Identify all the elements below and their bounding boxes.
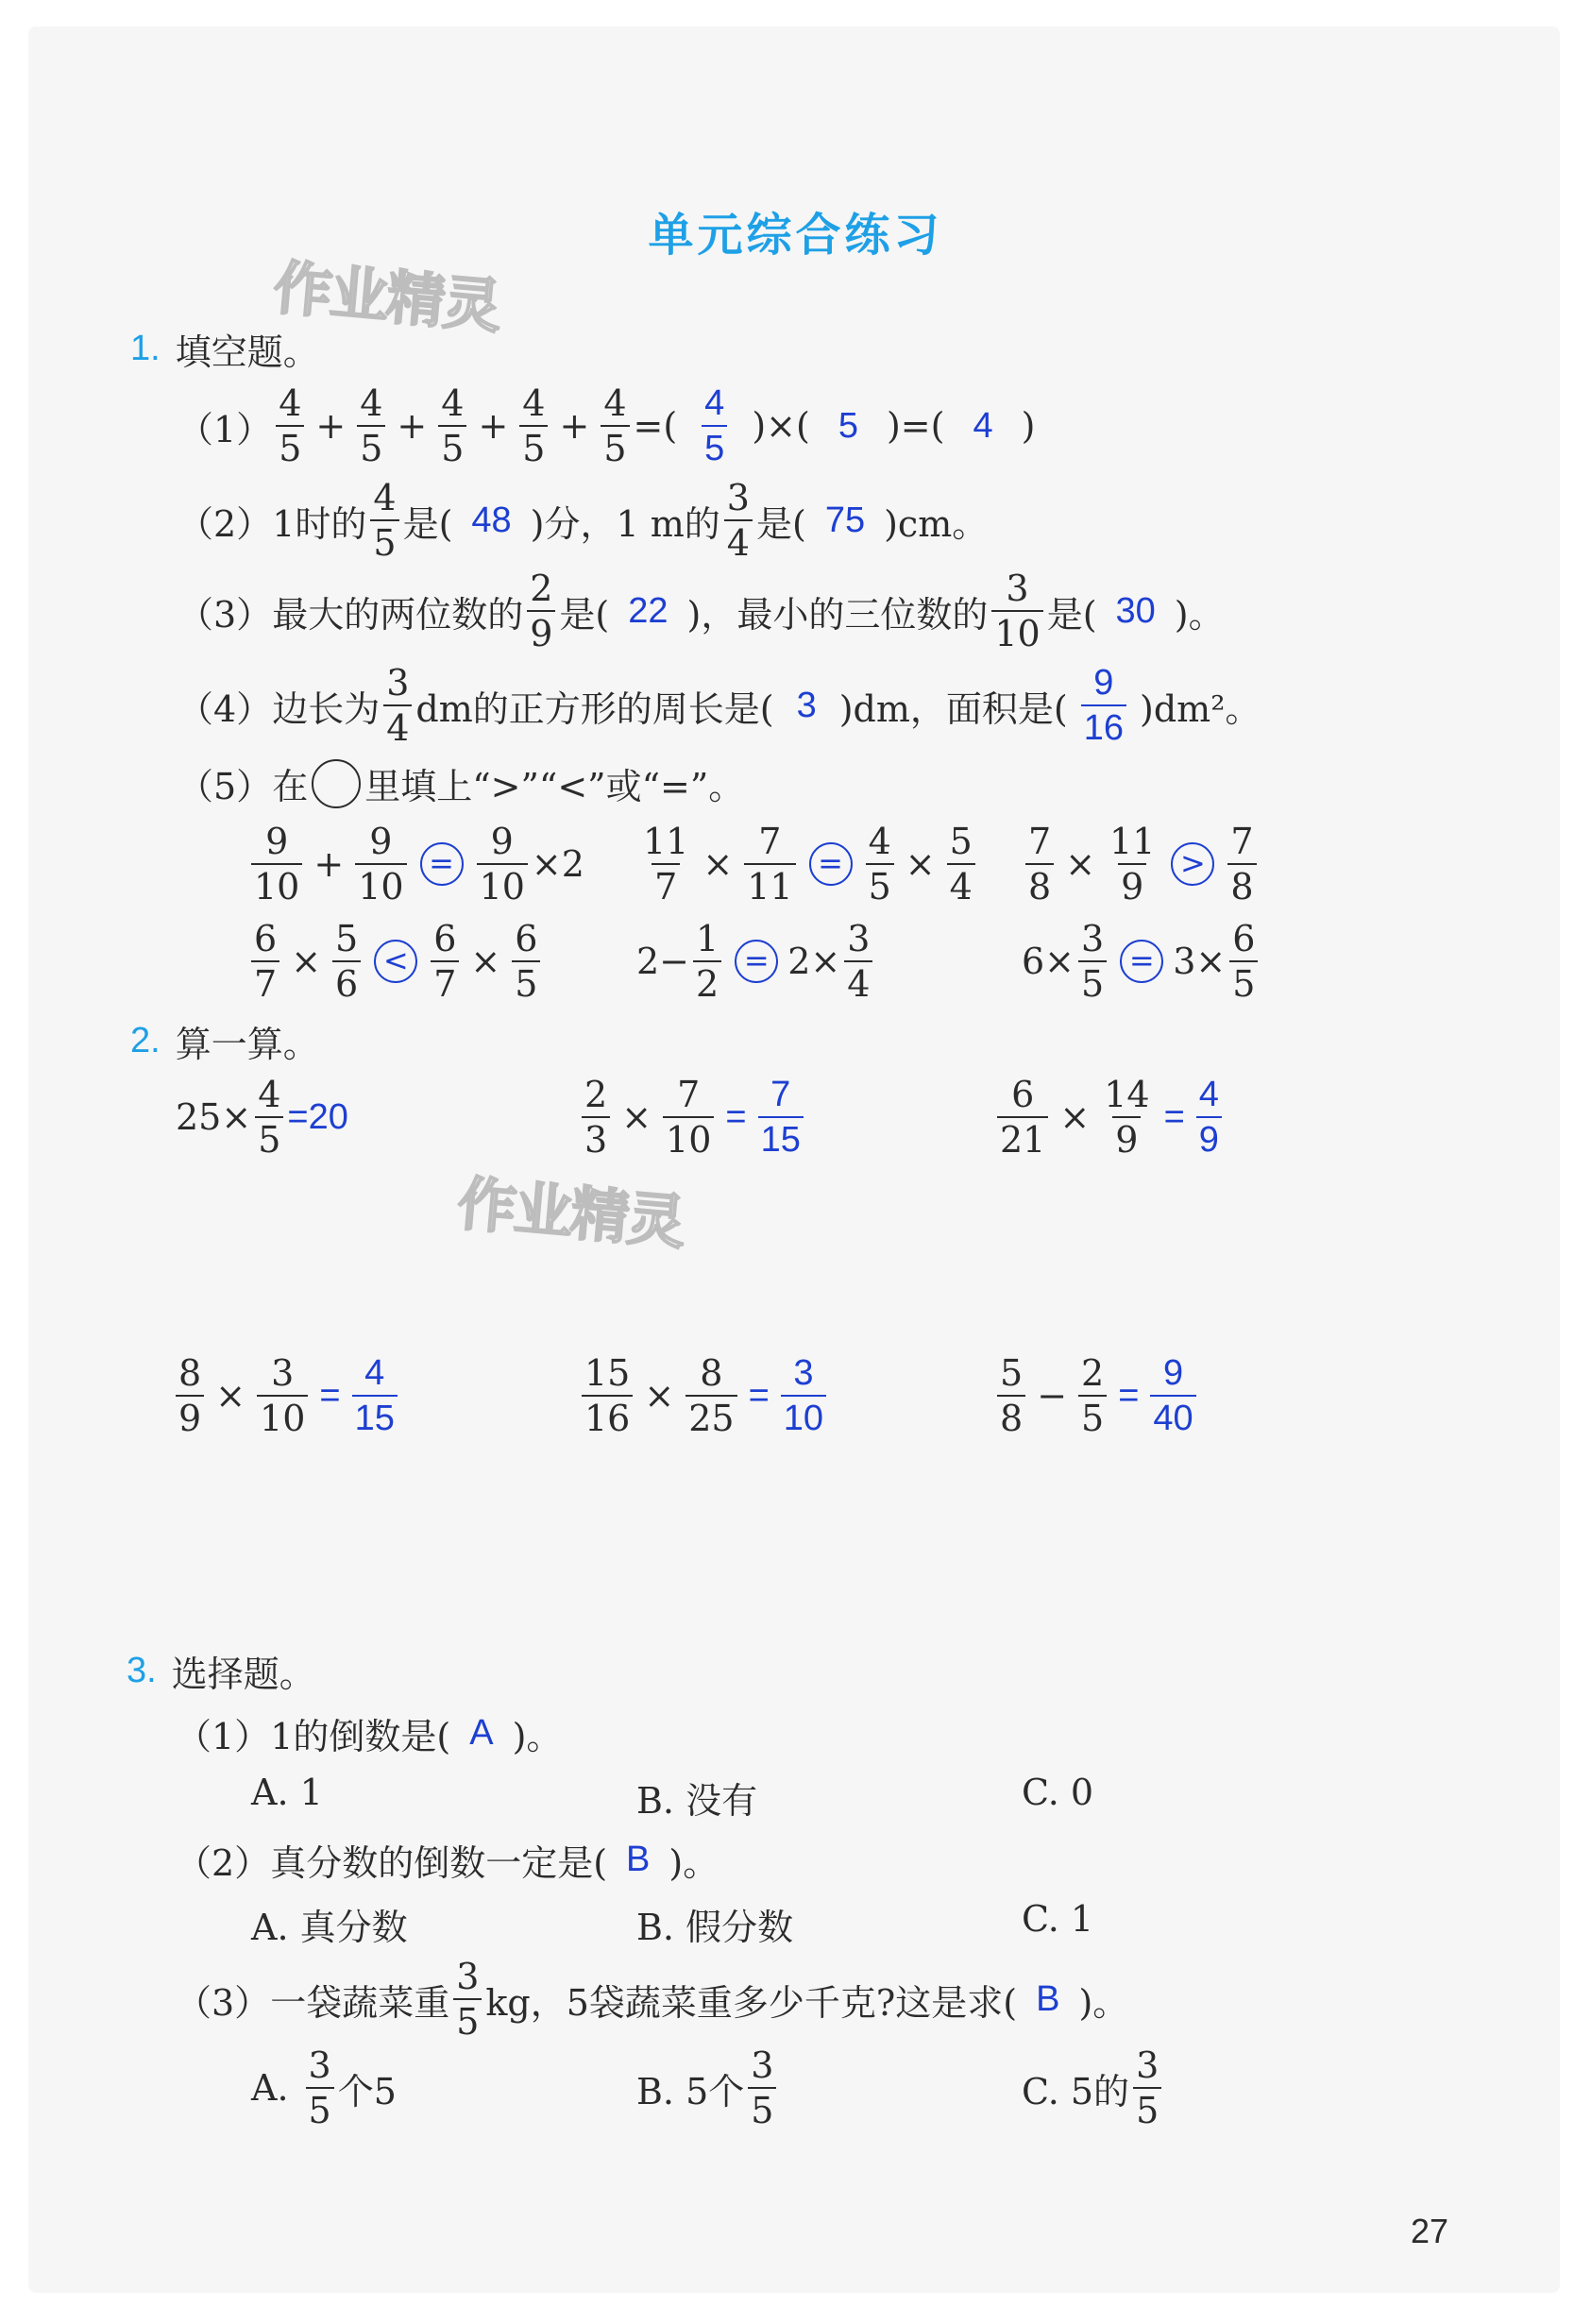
fraction: $\frac{9}{10}$	[251, 823, 302, 905]
text: 是(	[755, 502, 806, 545]
fraction: $\frac{3}{4}$	[383, 665, 412, 746]
fraction: $\frac{11}{9}$	[1109, 821, 1156, 908]
page-number: 27	[1411, 2212, 1449, 2250]
question-3-3	[176, 1956, 1129, 2043]
text: 是(	[1046, 593, 1097, 636]
text: 2×	[787, 941, 841, 982]
calc-item-1	[176, 1074, 348, 1161]
answer-fraction: $\frac{9}{16}$	[1081, 665, 1126, 746]
circle-icon	[312, 759, 361, 808]
text: 2−	[636, 941, 690, 982]
watermark: 作业精灵	[454, 1168, 687, 1258]
question-label: （5）	[178, 766, 273, 807]
option-a: A. 1	[251, 1772, 323, 1813]
text: 真分数的倒数一定是(	[270, 1842, 608, 1884]
operator: ×	[1065, 843, 1096, 885]
answer: 22	[628, 590, 669, 631]
fraction: $\frac{8}{25}$	[685, 1355, 736, 1436]
question-label: （4）	[178, 687, 273, 730]
fraction: $\frac{11}{7}$	[643, 821, 689, 908]
watermark: 作业精灵	[270, 252, 503, 342]
answer-fraction: $\frac{4}{15}$	[352, 1355, 398, 1436]
fraction: $\frac{3}{10}$	[257, 1355, 308, 1436]
answer: =20	[287, 1096, 348, 1137]
calc-item-6	[993, 1352, 1200, 1439]
text: )=(	[886, 405, 945, 447]
text: )。	[1078, 1981, 1129, 2024]
text: C. 5的	[1022, 2070, 1130, 2112]
page-title: 单元综合练习	[648, 209, 943, 262]
section-title: 算一算。	[175, 1024, 319, 1065]
text: 6×	[1022, 941, 1075, 982]
question-3-2	[176, 1834, 719, 1886]
compare-item-6	[1022, 918, 1261, 1005]
option-b: B. 假分数	[636, 1907, 794, 1948]
fraction: $\frac{9}{10}$	[477, 823, 528, 905]
text: 1时的	[272, 502, 367, 545]
text: )	[1021, 405, 1036, 447]
compare-item-4	[247, 918, 544, 1005]
fraction: $\frac{3}{5}$	[453, 1959, 482, 2040]
question-3-1	[176, 1707, 562, 1759]
question-label: （2）	[176, 1842, 271, 1884]
question-1-2	[178, 477, 989, 564]
answer-compare-symbol: <	[374, 940, 417, 983]
fraction: $\frac{14}{9}$	[1104, 1074, 1150, 1161]
answer-fraction: $\frac{4}{9}$	[1196, 1077, 1222, 1158]
fraction: $\frac{15}{16}$	[582, 1355, 633, 1436]
plus-sign: +	[315, 405, 347, 447]
compare-item-2	[636, 821, 979, 908]
text: )。	[512, 1716, 563, 1757]
operator: ×	[644, 1375, 675, 1416]
fraction: $\frac{1}{2}$	[693, 921, 721, 1002]
fraction: $\frac{6}{5}$	[1229, 921, 1258, 1002]
text: 是(	[402, 502, 453, 545]
option-a: A. 真分数	[251, 1907, 408, 1948]
section-2-heading	[130, 1015, 319, 1067]
calc-item-3	[993, 1074, 1226, 1161]
option-b	[636, 2044, 780, 2131]
fraction: $\frac{3}{5}$	[1078, 921, 1107, 1002]
answer: 48	[471, 500, 512, 540]
text: 1的倒数是(	[270, 1716, 451, 1757]
plus-sign: +	[397, 405, 428, 447]
calc-item-2	[578, 1074, 807, 1161]
fraction: $\frac{3}{10}$	[991, 570, 1042, 652]
fraction: $\frac{7}{8}$	[1227, 823, 1256, 905]
fraction: $\frac{4}{5}$	[601, 385, 629, 466]
question-1-4	[178, 662, 1261, 749]
text: )。	[669, 1842, 719, 1884]
question-1-3	[178, 570, 1225, 652]
answer: B	[626, 1840, 651, 1879]
operator: ×	[905, 843, 936, 885]
equals-sign: =	[725, 1096, 747, 1137]
fraction: $\frac{2}{5}$	[1078, 1355, 1107, 1436]
calc-item-4	[172, 1352, 401, 1439]
text: 3×	[1173, 941, 1227, 982]
text: ×2	[531, 843, 584, 885]
option-c	[1022, 2044, 1165, 2131]
plus-sign: +	[478, 405, 509, 447]
question-label: （1）	[176, 1716, 271, 1757]
answer-compare-symbol: =	[1120, 940, 1163, 983]
operator: ×	[215, 1375, 246, 1416]
question-label: （3）	[176, 1981, 271, 2024]
answer-compare-symbol: =	[809, 842, 853, 886]
operator: ×	[702, 843, 734, 885]
text: )dm，面积是(	[838, 687, 1068, 730]
text: 在	[272, 766, 309, 807]
answer-fraction: $\frac{9}{40}$	[1150, 1355, 1195, 1436]
text: )分，1 m的	[530, 502, 720, 545]
operator: ×	[470, 941, 501, 982]
operator: −	[1037, 1375, 1068, 1416]
text: 25×	[176, 1096, 252, 1138]
fraction: $\frac{2}{3}$	[582, 1077, 610, 1158]
equals-sign: =	[748, 1375, 770, 1416]
fraction: $\frac{3}{5}$	[306, 2047, 334, 2129]
question-1-1	[178, 382, 1036, 469]
fraction: $\frac{6}{7}$	[251, 921, 279, 1002]
fraction: $\frac{4}{5}$	[255, 1077, 283, 1158]
text: kg，5袋蔬菜重多少千克?这是求(	[485, 1981, 1018, 2024]
text: )，最小的三位数的	[686, 593, 989, 636]
answer: 30	[1115, 590, 1156, 631]
text: =(	[633, 405, 678, 447]
fraction: $\frac{4}{5}$	[438, 385, 466, 466]
compare-item-5	[636, 918, 876, 1005]
option-b: B. 没有	[636, 1780, 758, 1822]
answer: 4	[973, 405, 993, 446]
answer: B	[1036, 1978, 1060, 2019]
text: 里填上“>”“<”或“=”。	[364, 766, 745, 807]
text: B. 5个	[636, 2070, 745, 2112]
section-number: 3.	[127, 1651, 157, 1690]
section-number: 2.	[130, 1021, 161, 1060]
plus-sign: +	[559, 405, 590, 447]
answer: 5	[838, 405, 858, 446]
option-a	[251, 2044, 397, 2131]
question-label: （3）	[178, 593, 273, 636]
equals-sign: =	[319, 1375, 341, 1416]
answer-fraction: $\frac{4}{5}$	[702, 385, 727, 466]
fraction: $\frac{4}{5}$	[519, 385, 548, 466]
fraction: $\frac{4}{5}$	[866, 823, 894, 905]
fraction: $\frac{7}{8}$	[1025, 823, 1054, 905]
option-c: C. 0	[1022, 1772, 1094, 1813]
answer: 75	[824, 500, 866, 540]
text: )×(	[752, 405, 810, 447]
text: 是(	[559, 593, 610, 636]
fraction: $\frac{5}{6}$	[332, 921, 361, 1002]
operator: ×	[291, 941, 322, 982]
fraction: $\frac{4}{5}$	[276, 385, 304, 466]
answer: 3	[796, 685, 817, 725]
text: )。	[1174, 593, 1225, 636]
text: )dm²。	[1140, 687, 1261, 730]
option-c: C. 1	[1022, 1898, 1094, 1940]
answer-compare-symbol: >	[1171, 842, 1214, 886]
text: A.	[251, 2067, 289, 2109]
section-title: 选择题。	[171, 1654, 315, 1695]
equals-sign: =	[1118, 1375, 1140, 1416]
fraction: $\frac{6}{5}$	[512, 921, 540, 1002]
compare-item-1	[247, 821, 584, 908]
section-title: 填空题。	[175, 331, 319, 373]
question-label: （1）	[178, 408, 273, 450]
fraction: $\frac{3}{4}$	[724, 480, 753, 561]
fraction: $\frac{9}{10}$	[355, 823, 406, 905]
text: 最大的两位数的	[272, 593, 524, 636]
fraction: $\frac{8}{9}$	[176, 1355, 204, 1436]
text: )cm。	[884, 502, 989, 545]
fraction: $\frac{4}{5}$	[370, 480, 398, 561]
question-label: （2）	[178, 502, 273, 545]
answer: A	[469, 1713, 494, 1753]
fraction: $\frac{3}{4}$	[844, 921, 872, 1002]
section-3-heading	[127, 1645, 315, 1697]
fraction: $\frac{5}{4}$	[947, 823, 975, 905]
section-number: 1.	[130, 329, 161, 368]
fraction: $\frac{7}{11}$	[744, 823, 795, 905]
fraction: $\frac{7}{10}$	[663, 1077, 714, 1158]
equals-sign: =	[1163, 1096, 1185, 1137]
fraction: $\frac{6}{7}$	[431, 921, 459, 1002]
operator: ×	[1059, 1096, 1091, 1138]
section-1-heading	[130, 323, 319, 375]
compare-item-3	[1022, 821, 1261, 908]
fraction: $\frac{5}{8}$	[997, 1355, 1025, 1436]
answer-fraction: $\frac{3}{10}$	[781, 1355, 826, 1436]
text: dm的正方形的周长是(	[415, 687, 774, 730]
fraction: $\frac{2}{9}$	[527, 570, 555, 652]
text: 边长为	[272, 687, 381, 730]
answer-fraction: $\frac{7}{15}$	[758, 1077, 804, 1158]
calc-item-5	[578, 1352, 830, 1439]
text: 一袋蔬菜重	[270, 1981, 450, 2024]
answer-compare-symbol: =	[735, 940, 778, 983]
fraction: $\frac{6}{21}$	[997, 1077, 1048, 1158]
fraction: $\frac{3}{5}$	[748, 2047, 776, 2129]
operator: +	[313, 843, 345, 885]
question-1-5	[178, 757, 744, 809]
answer-compare-symbol: =	[420, 842, 464, 886]
fraction: $\frac{3}{5}$	[1133, 2047, 1161, 2129]
text: 个5	[337, 2070, 397, 2112]
operator: ×	[621, 1096, 652, 1138]
fraction: $\frac{4}{5}$	[357, 385, 385, 466]
